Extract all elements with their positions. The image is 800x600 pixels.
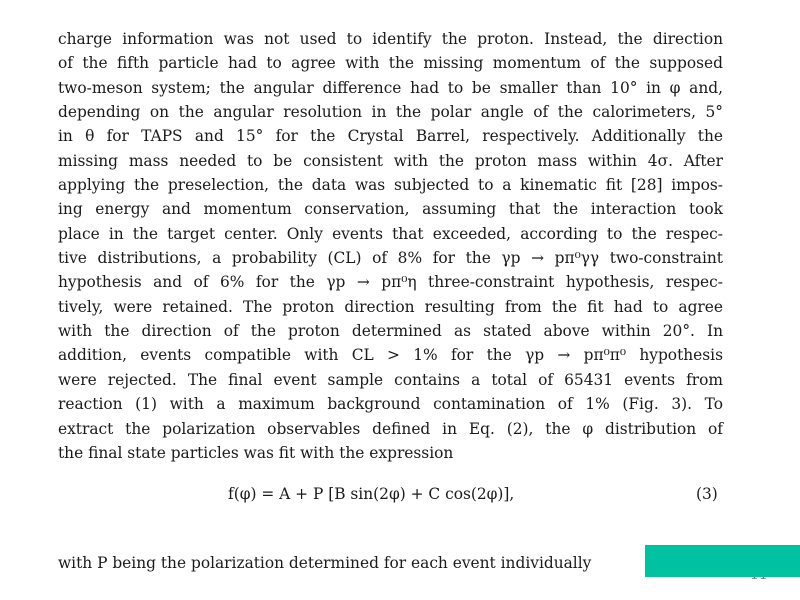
body-paragraph: [58, 27, 723, 465]
paragraph-line: ing energy and momentum conservation, assuming that the interaction took: [58, 200, 723, 219]
highlight-overlay: [645, 545, 800, 577]
paragraph-line: place in the target center. Only events that exceeded, according to the respec-: [58, 224, 723, 243]
paragraph-line: depending on the angular resolution in the polar angle of the calorimeters, 5°: [58, 103, 723, 122]
paragraph-line: tive distributions, a probability (CL) of 8% for the γp → pπ⁰γγ two-constraint: [58, 249, 723, 268]
paragraph-line: extract the polarization observables defined in Eq. (2), the φ distribution of: [58, 419, 723, 438]
paragraph-line: addition, events compatible with CL > 1% for the γp → pπ⁰π⁰ hypothesis: [58, 346, 723, 365]
paragraph-line: the final state particles was fit with the expression: [58, 443, 454, 462]
paragraph-line: tively, were retained. The proton direction resulting from the fit had to agree: [58, 297, 723, 316]
paragraph-line: were rejected. The final event sample contains a total of 65431 events from: [58, 370, 723, 389]
paragraph-line: two-meson system; the angular difference had to be smaller than 10° in φ and,: [58, 78, 723, 97]
paragraph-line: reaction (1) with a maximum background contamination of 1% (Fig. 3). To: [58, 395, 723, 414]
paragraph-line: applying the preselection, the data was subjected to a kinematic fit [28] impos-: [58, 176, 723, 195]
paragraph-line: with the direction of the proton determined as stated above within 20°. In: [58, 322, 723, 341]
paragraph-line: hypothesis and of 6% for the γp → pπ⁰η three-constraint hypothesis, respec-: [58, 273, 723, 292]
paragraph-line: of the fifth particle had to agree with the missing momentum of the supposed: [58, 54, 723, 73]
paragraph-line: missing mass needed to be consistent with the proton mass within 4σ. After: [58, 151, 723, 170]
continuation-text: with P being the polarization determined for each event individually: [58, 554, 592, 572]
equation-number: (3): [696, 485, 718, 503]
paragraph-line: in θ for TAPS and 15° for the Crystal Barrel, respectively. Additionally the: [58, 127, 723, 146]
equation: f(φ) = A + P [B sin(2φ) + C cos(2φ)],: [228, 485, 515, 503]
paragraph-line: charge information was not used to identify the proton. Instead, the direction: [58, 30, 723, 48]
